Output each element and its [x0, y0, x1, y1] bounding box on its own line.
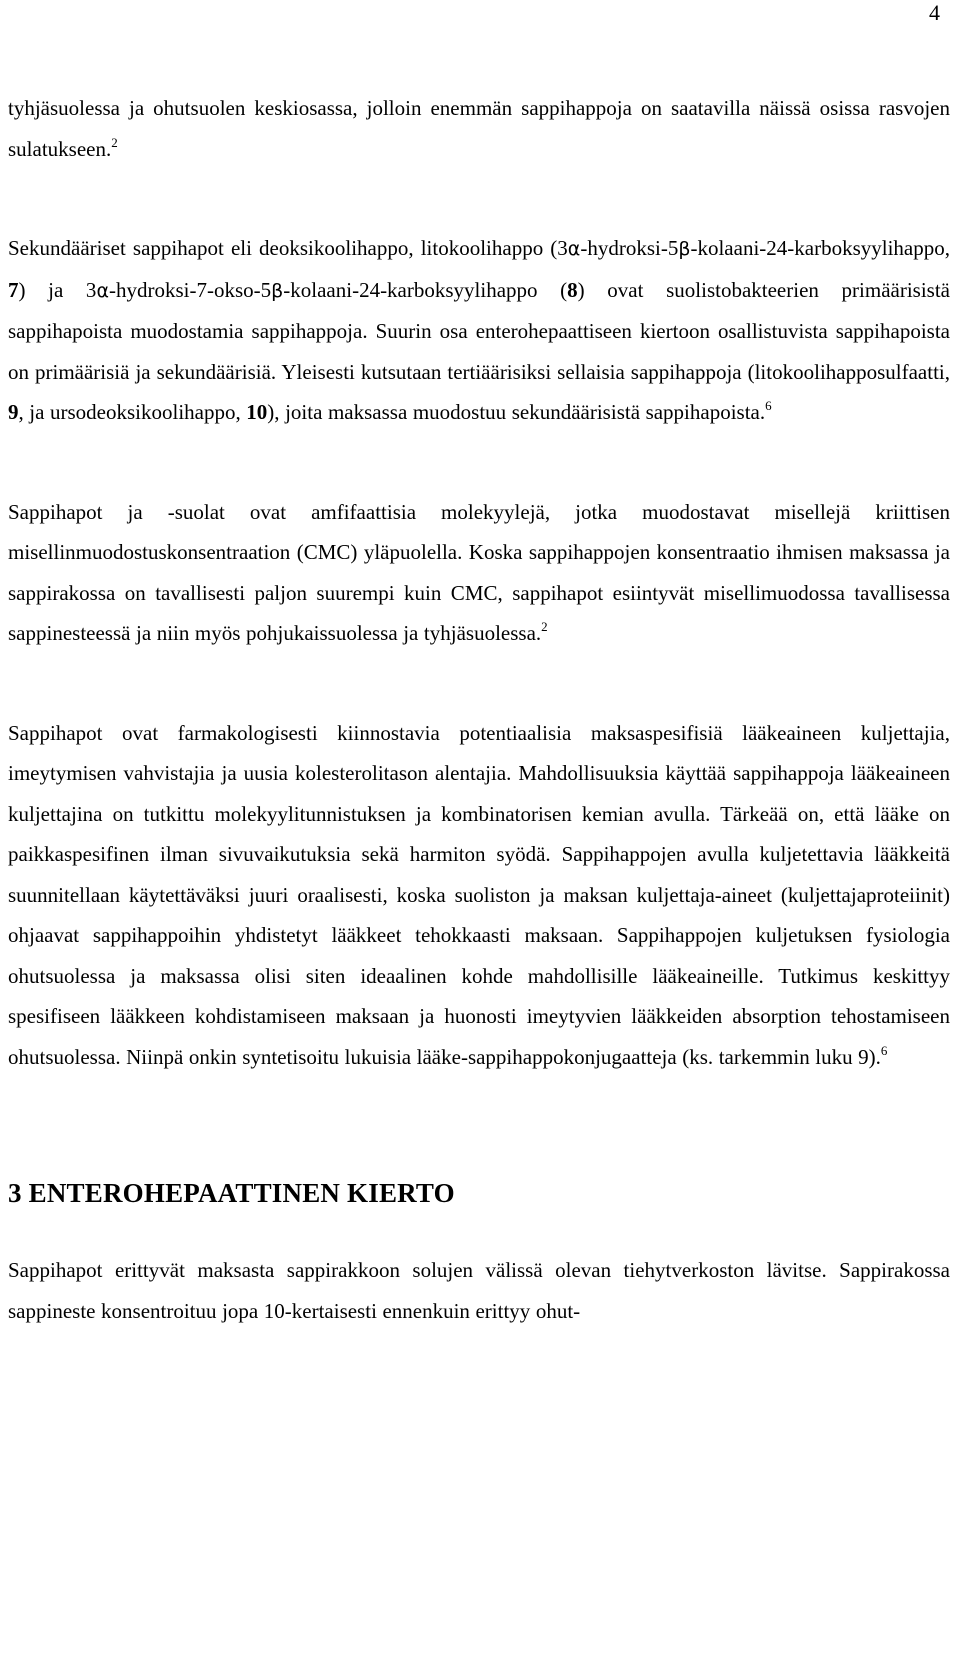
compound-number: 9	[8, 400, 19, 424]
text-run: -kolaani-24-karboksyylihappo,	[690, 236, 950, 260]
footnote-reference: 2	[111, 134, 118, 150]
compound-number: 7	[8, 277, 19, 302]
greek-symbol: β	[271, 279, 284, 302]
paragraph	[8, 713, 950, 1078]
text-run: ), joita maksassa muodostuu sekundäärisistä sappihapoista.	[267, 400, 766, 424]
compound-number: 8	[567, 277, 578, 302]
text-run: Sappihapot ja -suolat ovat amfifaattisia molekyylejä, jotka muodostavat misellejä kriittisen misellinmuodostuskonsentraation (CMC) yläpuolella. Koska sappihappojen konsentraatio ihmisen maksassa ja sappirakossa on tavallisesti paljon suurempi kuin CMC, sappihapot esiintyvät misellimuodossa tavallisessa sappinesteessä ja niin myös pohjukaissuolessa ja tyhjäsuolessa.	[8, 499, 950, 645]
text-run: , ja ursodeoksikoolihappo,	[18, 400, 247, 424]
footnote-reference: 6	[880, 1042, 888, 1058]
intro-text	[8, 88, 950, 1077]
paragraph	[8, 492, 950, 654]
paragraph	[8, 88, 950, 169]
footnote-reference: 2	[541, 619, 548, 634]
text-run: Sappihapot erittyvät maksasta sappirakkoon solujen välissä olevan tiehytverkoston lävitse. Sappirakossa sappineste konsentroituu jopa 10-kertaisesti ennenkuin erittyy ohut-	[8, 1258, 950, 1323]
footnote-reference: 6	[765, 398, 772, 413]
page-number: 4	[929, 0, 940, 25]
paragraph	[8, 228, 950, 433]
compound-number: 10	[246, 400, 268, 424]
document-body	[8, 88, 950, 1331]
greek-symbol: α	[567, 238, 581, 260]
section-heading: 3 ENTEROHEPAATTINEN KIERTO	[8, 1178, 455, 1208]
text-run: -hydroksi-5	[580, 236, 679, 260]
text-run: ) ja 3	[18, 277, 97, 302]
text-run: Sekundääriset sappihapot eli deoksikoolihappo, litokoolihappo (3	[8, 236, 568, 260]
greek-symbol: β	[678, 238, 691, 260]
text-run: Sappihapot ovat farmakologisesti kiinnostavia potentiaalisia maksaspesifisiä lääkeaineen kuljettajia, imeytymisen vahvistajia ja uusia kolesterolitason alentajia. Mahdollisuuksia käyttää sappihappoja lääkeaineen kuljettajina on tutkittu molekyylitunnistuksen ja kombinatorisen kemian avulla. Tärkeää on, että lääke on paikkaspesifinen ilman sivuvaikutuksia sekä harmiton syödä. Sappihappojen avulla kuljetettavia lääkkeitä suunnitellaan käytettäväksi juuri oraalisesti, koska suoliston ja maksan kuljettaja-aineet (kuljettajaproteiinit) ohjaavat sappihappoihin yhdistetyt lääkkeet tehokkaasti maksaan. Sappihappojen kuljetuksen fysiologia ohutsuolessa ja maksassa olisi siten ideaalinen kohde mahdollisille lääkeaineille. Tutkimus keskittyy spesifiseen lääkkeen kohdistamiseen maksaan ja huonosti imeytyvien lääkkeiden absorption tehostamiseen ohutsuolessa. Niinpä onkin syntetisoitu lukuisia lääke-sappihappokonjugaatteja (ks. tarkemmin luku 9).	[8, 720, 950, 1069]
text-run: tyhjäsuolessa ja ohutsuolen keskiosassa, jolloin enemmän sappihappoja on saatavilla näissä osissa rasvojen sulatukseen.	[8, 96, 950, 161]
text-run: ) ovat suolistobakteerien primäärisistä sappihapoista muodostamia sappihappoja. Suurin osa enterohepaattiseen kiertoon osallistuvista sappihapoista on primäärisiä ja sekundäärisiä. Yleisesti kutsutaan tertiäärisiksi sellaisia sappihappoja (litokoolihapposulfaatti,	[8, 277, 951, 384]
text-run: -hydroksi-7-okso-5	[108, 277, 272, 302]
text-run: -kolaani-24-karboksyylihappo (	[283, 277, 568, 302]
section-text	[8, 1250, 950, 1331]
greek-symbol: α	[96, 279, 109, 302]
paragraph	[8, 1250, 950, 1331]
